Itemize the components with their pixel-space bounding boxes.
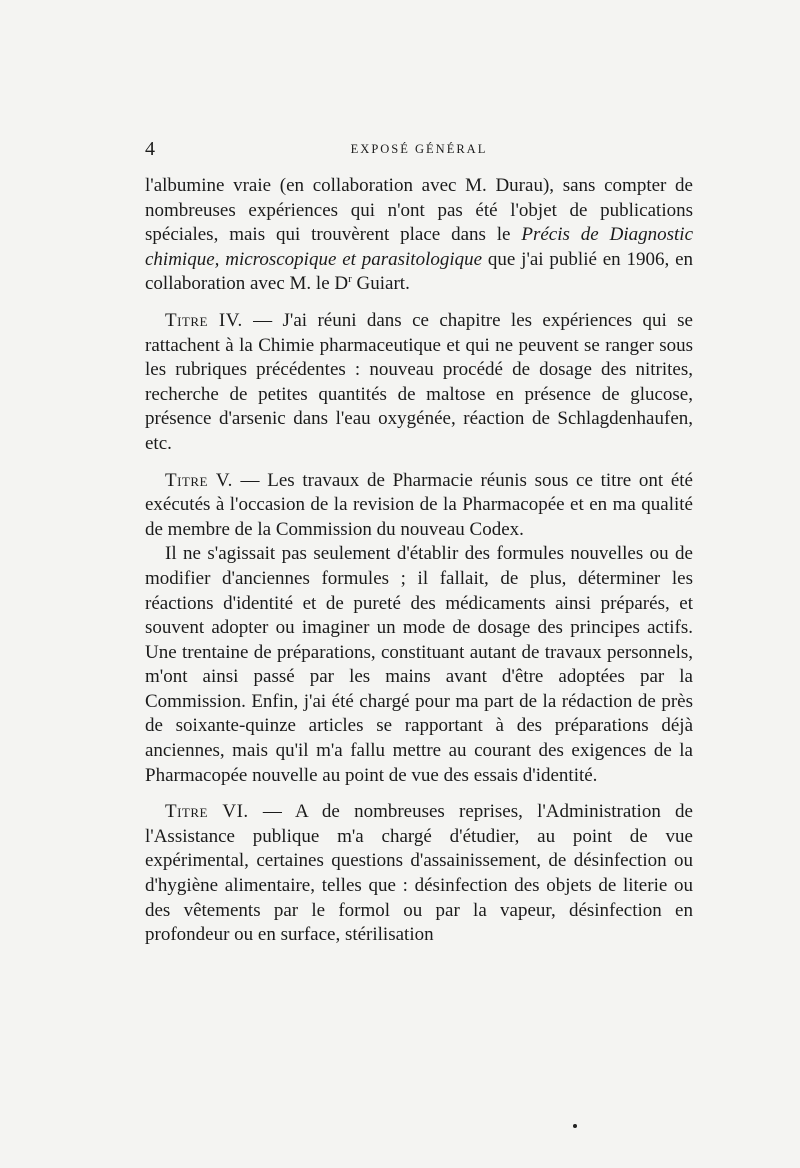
paragraph-text: — J'ai réuni dans ce chapitre les expériences qui se rattachent à la Chimie pharmaceutique et qui ne peuvent se ranger sous les rubriques précédentes : nouveau procédé de dosage des nitrites, recherche de petites quantités de maltose en présence de glucose, présence d'arsenic dans l'eau oxygénée, réaction de Schlagdenhaufen, etc. bbox=[145, 309, 693, 454]
superscript: r bbox=[348, 273, 352, 286]
paragraph-formules: Il ne s'agissait pas seulement d'établir des formules nouvelles ou de modifier d'anciennes formules ; il fallait, de plus, déterminer les réactions d'identité et de pureté des médicaments ainsi préparés, et souvent adopter ou imaginer un mode de dosage des principes actifs. Une trentaine de préparations, constituant autant de travaux personnels, m'ont ainsi passé par les mains avant d'être adoptées par la Commission. Enfin, j'ai été chargé pour ma part de la rédaction de près de soixante-quinze articles se rapportant à des préparations déjà anciennes, mais qu'il m'a fallu mettre au courant des exigences de la Pharmacopée nouvelle au point de vue des essais d'identité. bbox=[145, 543, 693, 786]
paragraph-text: — A de nombreuses reprises, l'Administration de l'Assistance publique m'a chargé d'étudier, au point de vue expérimental, certaines questions d'assainissement, de désinfection ou d'hygiène alimentaire, telles que : désinfection des objets de literie ou des vêtements par le formol ou par la vapeur, désinfection en profondeur ou en surface, stérilisation bbox=[145, 801, 693, 946]
paragraph-titre-vi bbox=[145, 800, 693, 948]
paragraph-text: Guiart. bbox=[351, 273, 410, 295]
paragraph-text: — Les travaux de Pharmacie réunis sous ce titre ont été exécutés à l'occasion de la revision de la Pharmacopée et en ma qualité de membre de la Commission du nouveau Codex. bbox=[145, 469, 693, 540]
paragraph-titre-v bbox=[145, 469, 693, 543]
ink-speck bbox=[573, 1124, 577, 1128]
paragraph-text: que j'ai publié en 1906, en collaboration avec M. le D bbox=[145, 248, 693, 295]
section-label: Titre V. bbox=[165, 469, 233, 491]
body-text bbox=[145, 174, 693, 948]
paragraph-titre-iv bbox=[145, 309, 693, 457]
section-label: Titre VI. bbox=[165, 801, 249, 823]
section-label: Titre IV. bbox=[165, 309, 243, 331]
paragraph-text: l'albumine vraie (en collaboration avec M. Durau), sans compter de nombreuses expériences qui n'ont pas été l'objet de publications spéciales, mais qui trouvèrent place dans le bbox=[145, 175, 693, 246]
running-head: EXPOSÉ GÉNÉRAL bbox=[350, 142, 488, 156]
page-number: 4 bbox=[145, 138, 155, 160]
book-title: Précis de Diagnostic chimique, microscopique et parasitologique bbox=[145, 224, 693, 270]
page-header bbox=[145, 137, 693, 161]
paragraph-continuation bbox=[145, 174, 693, 297]
